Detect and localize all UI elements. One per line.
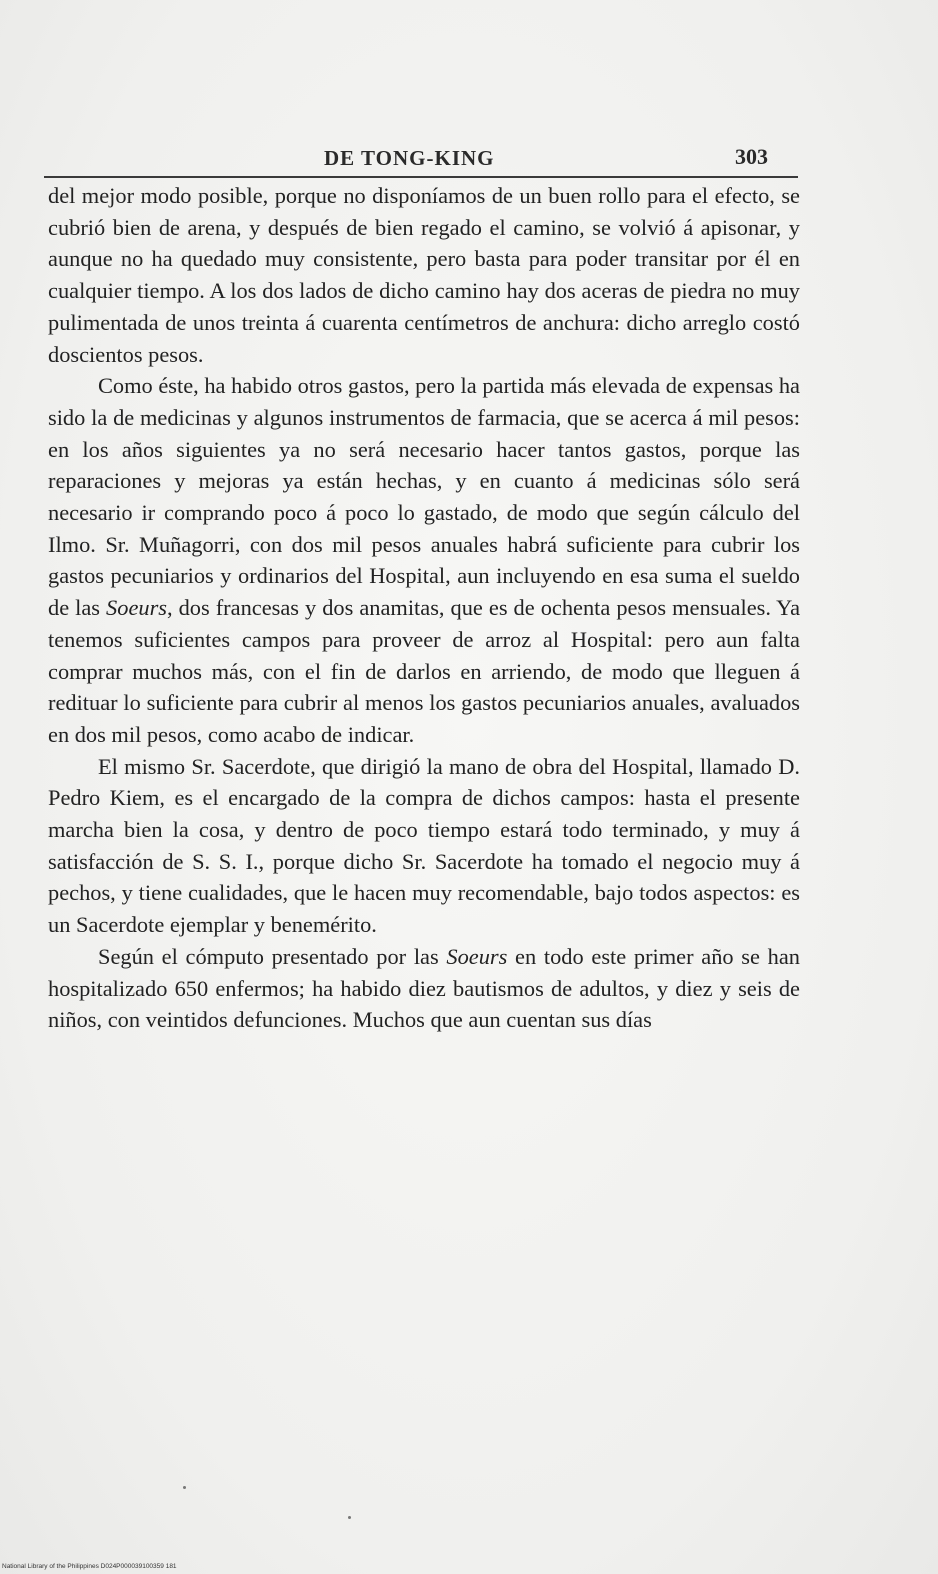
footer-credit: National Library of the Philippines D024P000039100359 181 xyxy=(2,1563,177,1570)
paragraph-1: del mejor modo posible, porque no disponíamos de un buen rollo para el efecto, se cubrió bien de arena, y después de bien regado el camino, se volvió á apisonar, y aunque no ha quedado muy consistente, pero basta para poder transitar por él en cualquier tiempo. A los dos lados de dicho camino hay dos aceras de piedra no muy pulimentada de unos treinta á cuarenta centímetros de anchura: dicho arreglo costó doscientos pesos. xyxy=(48,183,800,367)
dust-speck xyxy=(183,1486,186,1489)
page-number: 303 xyxy=(735,144,768,169)
body-text xyxy=(48,180,800,1036)
paragraph-4: Según el cómputo presentado por las Soeurs en todo este primer año se han hospitalizado 650 enfermos; ha habido diez bautismos de adultos, y diez y seis de niños, con veintidos defunciones. Muchos que aun cuentan sus días xyxy=(48,943,800,1033)
italic-term: Soeurs xyxy=(446,943,508,969)
page-header xyxy=(44,140,798,178)
dust-speck xyxy=(348,1516,351,1519)
running-head: DE TONG-KING xyxy=(324,146,495,170)
paragraph-3: El mismo Sr. Sacerdote, que dirigió la mano de obra del Hospital, llamado D. Pedro Kiem, es el encargado de la compra de dichos campos: hasta el presente marcha bien la cosa, y dentro de poco tiempo estará todo terminado, y muy á satisfacción de S. S. I., porque dicho Sr. Sacerdote ha tomado el negocio muy á pechos, y tiene cualidades, que le hacen muy recomendable, bajo todos aspectos: es un Sacerdote ejemplar y benemérito. xyxy=(48,753,800,938)
paragraph-2: Como éste, ha habido otros gastos, pero la partida más elevada de expensas ha sido la de medicinas y algunos instrumentos de farmacia, que se acerca á mil pesos: en los años siguientes ya no será necesario hacer tantos gastos, porque las reparaciones y mejoras ya están hechas, y en cuanto á medicinas sólo será necesario ir comprando poco á poco lo gastado, de modo que según cálculo del Ilmo. Sr. Muñagorri, con dos mil pesos anuales habrá suficiente para cubrir los gastos pecuniarios y ordinarios del Hospital, aun incluyendo en esa suma el sueldo de las Soeurs, dos francesas y dos anamitas, que es de ochenta pesos mensuales. Ya tenemos suficientes campos para proveer de arroz al Hospital: pero aun falta comprar muchos más, con el fin de darlos en arriendo, de modo que lleguen á redituar lo suficiente para cubrir al menos los gastos pecuniarios anuales, avaluados en dos mil pesos, como acabo de indicar. xyxy=(48,373,801,747)
italic-term: Soeurs xyxy=(106,595,167,621)
